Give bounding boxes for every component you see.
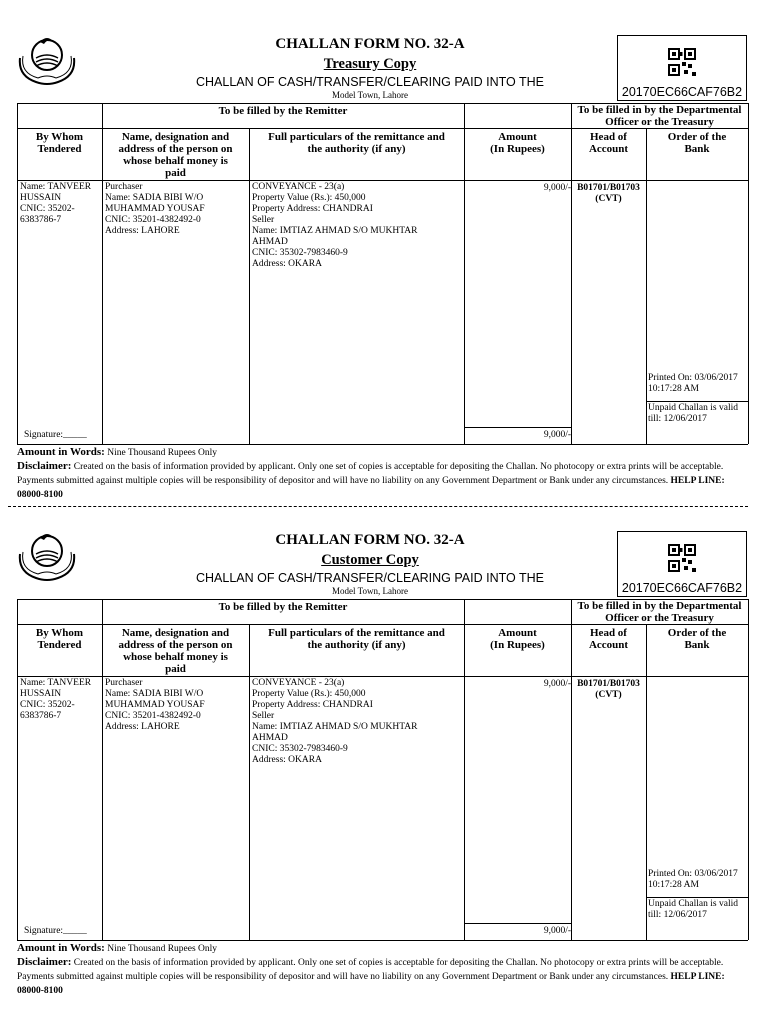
signature-field: Signature:_____: [24, 926, 87, 936]
col-order-bank: Order of the Bank: [667, 131, 727, 155]
col-name-designation: Name, designation and address of the person on whose behalf money is paid: [118, 131, 233, 179]
disclaimer: Disclaimer: Created on the basis of information provided by applicant. Only one set of copies is acceptable for depositing the Challan. No photocopy or extra prints will be acceptable. Payments submitted against multiple copies will be responsibility of depositor and will have no liability on any Government Department or Bank under any circumstances. HELP LINE: 08000-8100: [17, 956, 725, 996]
punjab-emblem-icon: [14, 28, 80, 86]
form-title: CHALLAN FORM NO. 32-A: [275, 36, 465, 52]
person-details: Purchaser Name: SADIA BIBI W/O MUHAMMAD YOUSAF CNIC: 35201-4382492-0 Address: LAHORE: [105, 182, 205, 236]
qr-box: [617, 35, 747, 101]
remitter-header: To be filled by the Remitter: [218, 105, 348, 117]
qr-box: [617, 531, 747, 597]
amount-value: 9,000/-: [543, 679, 571, 689]
printed-on: Printed On: 03/06/2017 10:17:28 AM: [648, 869, 738, 890]
col-by-whom: By Whom Tendered: [35, 131, 84, 155]
treasury-copy: [0, 0, 768, 500]
copy-label: Treasury Copy: [323, 56, 417, 72]
amount-in-words: Amount in Words: Nine Thousand Rupees Only: [17, 446, 218, 458]
customer-copy: [0, 496, 768, 996]
remittance-particulars: CONVEYANCE - 23(a) Property Value (Rs.): 450,000 Property Address: CHANDRAI Seller Name: IMTIAZ AHMAD S/O MUKHTAR AHMAD CNIC: 35302-7983460-9 Address: OKARA: [252, 182, 418, 269]
remittance-particulars: CONVEYANCE - 23(a) Property Value (Rs.): 450,000 Property Address: CHANDRAI Seller Name: IMTIAZ AHMAD S/O MUKHTAR AHMAD CNIC: 35302-7983460-9 Address: OKARA: [252, 678, 418, 765]
col-head-account: Head of Account: [588, 131, 629, 155]
head-of-account: B01701/B01703 (CVT): [577, 183, 640, 204]
valid-till: Unpaid Challan is valid till: 12/06/2017: [648, 403, 738, 424]
form-title: CHALLAN FORM NO. 32-A: [275, 532, 465, 548]
amount-in-words: Amount in Words: Nine Thousand Rupees Only: [17, 942, 218, 954]
remitter-header: To be filled by the Remitter: [218, 601, 348, 613]
col-particulars: Full particulars of the remittance and the authority (if any): [268, 131, 445, 155]
amount-value: 9,000/-: [543, 183, 571, 193]
branch-location: Model Town, Lahore: [332, 90, 408, 100]
punjab-emblem-icon: [14, 524, 80, 582]
dept-header: To be filled in by the Departmental Officer or the Treasury: [577, 600, 742, 624]
printed-on: Printed On: 03/06/2017 10:17:28 AM: [648, 373, 738, 394]
col-order-bank: Order of the Bank: [667, 627, 727, 651]
amount-total: 9,000/-: [543, 926, 571, 936]
col-amount: Amount (In Rupees): [490, 131, 545, 155]
challan-code: 20170EC66CAF76B2: [621, 85, 743, 99]
col-head-account: Head of Account: [588, 627, 629, 651]
qr-code-icon: [668, 48, 696, 76]
dept-header: To be filled in by the Departmental Officer or the Treasury: [577, 104, 742, 128]
disclaimer: Disclaimer: Created on the basis of information provided by applicant. Only one set of copies is acceptable for depositing the Challan. No photocopy or extra prints will be acceptable. Payments submitted against multiple copies will be responsibility of depositor and will have no liability on any Government Department or Bank under any circumstances. HELP LINE: 08000-8100: [17, 460, 725, 500]
head-of-account: B01701/B01703 (CVT): [577, 679, 640, 700]
form-subtitle: CHALLAN OF CASH/TRANSFER/CLEARING PAID INTO THE: [196, 571, 544, 585]
col-particulars: Full particulars of the remittance and the authority (if any): [268, 627, 445, 651]
tendered-by: Name: TANVEER HUSSAIN CNIC: 35202- 6383786-7: [20, 678, 92, 721]
branch-location: Model Town, Lahore: [332, 586, 408, 596]
valid-till: Unpaid Challan is valid till: 12/06/2017: [648, 899, 738, 920]
amount-total: 9,000/-: [543, 430, 571, 440]
signature-field: Signature:_____: [24, 430, 87, 440]
form-subtitle: CHALLAN OF CASH/TRANSFER/CLEARING PAID INTO THE: [196, 75, 544, 89]
person-details: Purchaser Name: SADIA BIBI W/O MUHAMMAD YOUSAF CNIC: 35201-4382492-0 Address: LAHORE: [105, 678, 205, 732]
tendered-by: Name: TANVEER HUSSAIN CNIC: 35202- 6383786-7: [20, 182, 92, 225]
copy-label: Customer Copy: [321, 552, 419, 568]
col-by-whom: By Whom Tendered: [35, 627, 84, 651]
challan-code: 20170EC66CAF76B2: [621, 581, 743, 595]
qr-code-icon: [668, 544, 696, 572]
col-name-designation: Name, designation and address of the person on whose behalf money is paid: [118, 627, 233, 675]
col-amount: Amount (In Rupees): [490, 627, 545, 651]
